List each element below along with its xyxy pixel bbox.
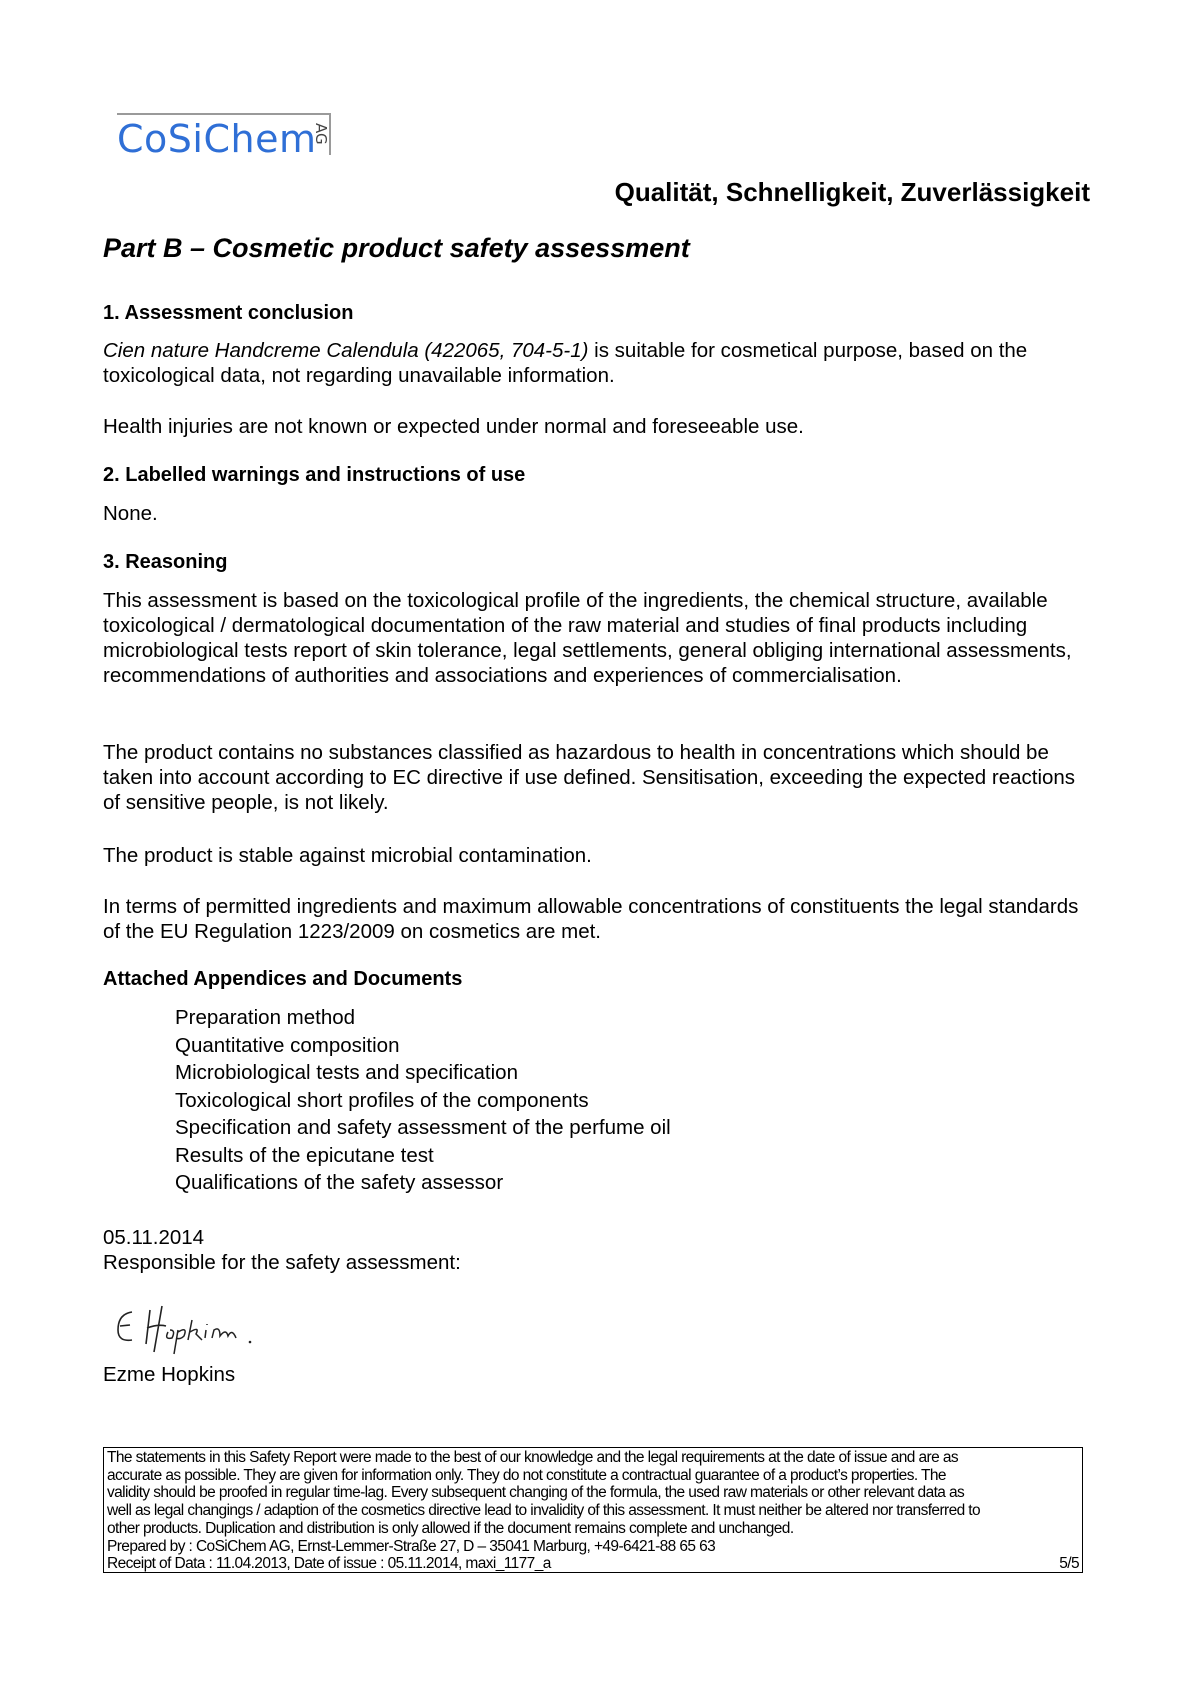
signature <box>110 1300 290 1355</box>
signature-icon <box>110 1300 290 1355</box>
footer-last-row <box>107 1555 1079 1573</box>
section-heading-conclusion: 1. Assessment conclusion <box>103 302 354 324</box>
section-heading-appendices: Attached Appendices and Documents <box>103 968 463 990</box>
footer-line: well as legal changings / adaption of the cosmetics directive lead to invalidity of this assessment. It must neither be altered nor transferred to <box>107 1502 981 1520</box>
reasoning-paragraph: This assessment is based on the toxicological profile of the ingredients, the chemical structure, available toxicological / dermatological documentation of the raw material and studies of final products including microbiological tests report of skin tolerance, legal settlements, general obliging international assessments, recommendations of authorities and associations and experiences of commercialisation. <box>103 589 1072 687</box>
conclusion-text <box>103 338 1093 388</box>
logo-text: CoSiChem <box>117 117 317 161</box>
disclaimer-footer <box>103 1447 1083 1573</box>
footer-line: validity should be proofed in regular time-lag. Every subsequent changing of the formula, the used raw materials or other relevant data as <box>107 1484 965 1502</box>
footer-line: Prepared by : CoSiChem AG, Ernst-Lemmer-Straße 27, D – 35041 Marburg, +49-6421-88 65 63 <box>107 1537 716 1555</box>
page-number: 5/5 <box>1059 1555 1079 1573</box>
warnings-text: None. <box>103 502 158 525</box>
list-item: Qualifications of the safety assessor <box>175 1171 504 1194</box>
list-item: Specification and safety assessment of the perfume oil <box>175 1116 671 1139</box>
assessment-date: 05.11.2014 <box>103 1226 205 1249</box>
list-item: Toxicological short profiles of the components <box>175 1088 589 1112</box>
footer-line: accurate as possible. They are given for information only. They do not constitute a contractual guarantee of a product’s properties. The <box>107 1466 946 1484</box>
reasoning-paragraph: In terms of permitted ingredients and maximum allowable concentrations of constituents the legal standards of the EU Regulation 1223/2009 on cosmetics are met. <box>103 895 1079 943</box>
list-item: Results of the epicutane test <box>175 1143 434 1167</box>
conclusion-text-rest: is suitable for cosmetical purpose, based on the toxicological data, not regarding unavailable information. <box>103 339 1028 387</box>
product-name: Cien nature Handcreme Calendula (422065, 704-5-1) <box>103 339 589 362</box>
company-slogan: Qualität, Schnelligkeit, Zuverlässigkeit <box>614 177 1090 207</box>
page-title: Part B – Cosmetic product safety assessment <box>103 233 690 263</box>
responsible-label: Responsible for the safety assessment: <box>103 1251 461 1274</box>
footer-line: other products. Duplication and distribution is only allowed if the document remains complete and unchanged. <box>107 1519 794 1537</box>
company-logo <box>115 113 335 163</box>
list-item: Microbiological tests and specification <box>175 1061 518 1084</box>
list-item: Quantitative composition <box>175 1033 400 1057</box>
appendices-list <box>175 1004 671 1197</box>
logo-suffix: AG <box>312 123 330 145</box>
receipt-info: Receipt of Data : 11.04.2013, Date of issue : 05.11.2014, maxi_1177_a <box>107 1555 551 1573</box>
footer-line: The statements in this Safety Report were made to the best of our knowledge and the legal requirements at the date of issue and are as <box>107 1449 959 1466</box>
assessor-name: Ezme Hopkins <box>103 1363 236 1386</box>
section-heading-warnings: 2. Labelled warnings and instructions of use <box>103 464 526 486</box>
list-item: Preparation method <box>175 1006 356 1029</box>
reasoning-paragraph: The product is stable against microbial contamination. <box>103 844 592 867</box>
section-heading-reasoning: 3. Reasoning <box>103 551 228 573</box>
reasoning-paragraph: The product contains no substances classified as hazardous to health in concentrations which should be taken into account according to EC directive if use defined. Sensitisation, exceeding the expected reactions of sensitive people, is not likely. <box>103 741 1076 814</box>
health-statement: Health injuries are not known or expected under normal and foreseeable use. <box>103 415 804 438</box>
